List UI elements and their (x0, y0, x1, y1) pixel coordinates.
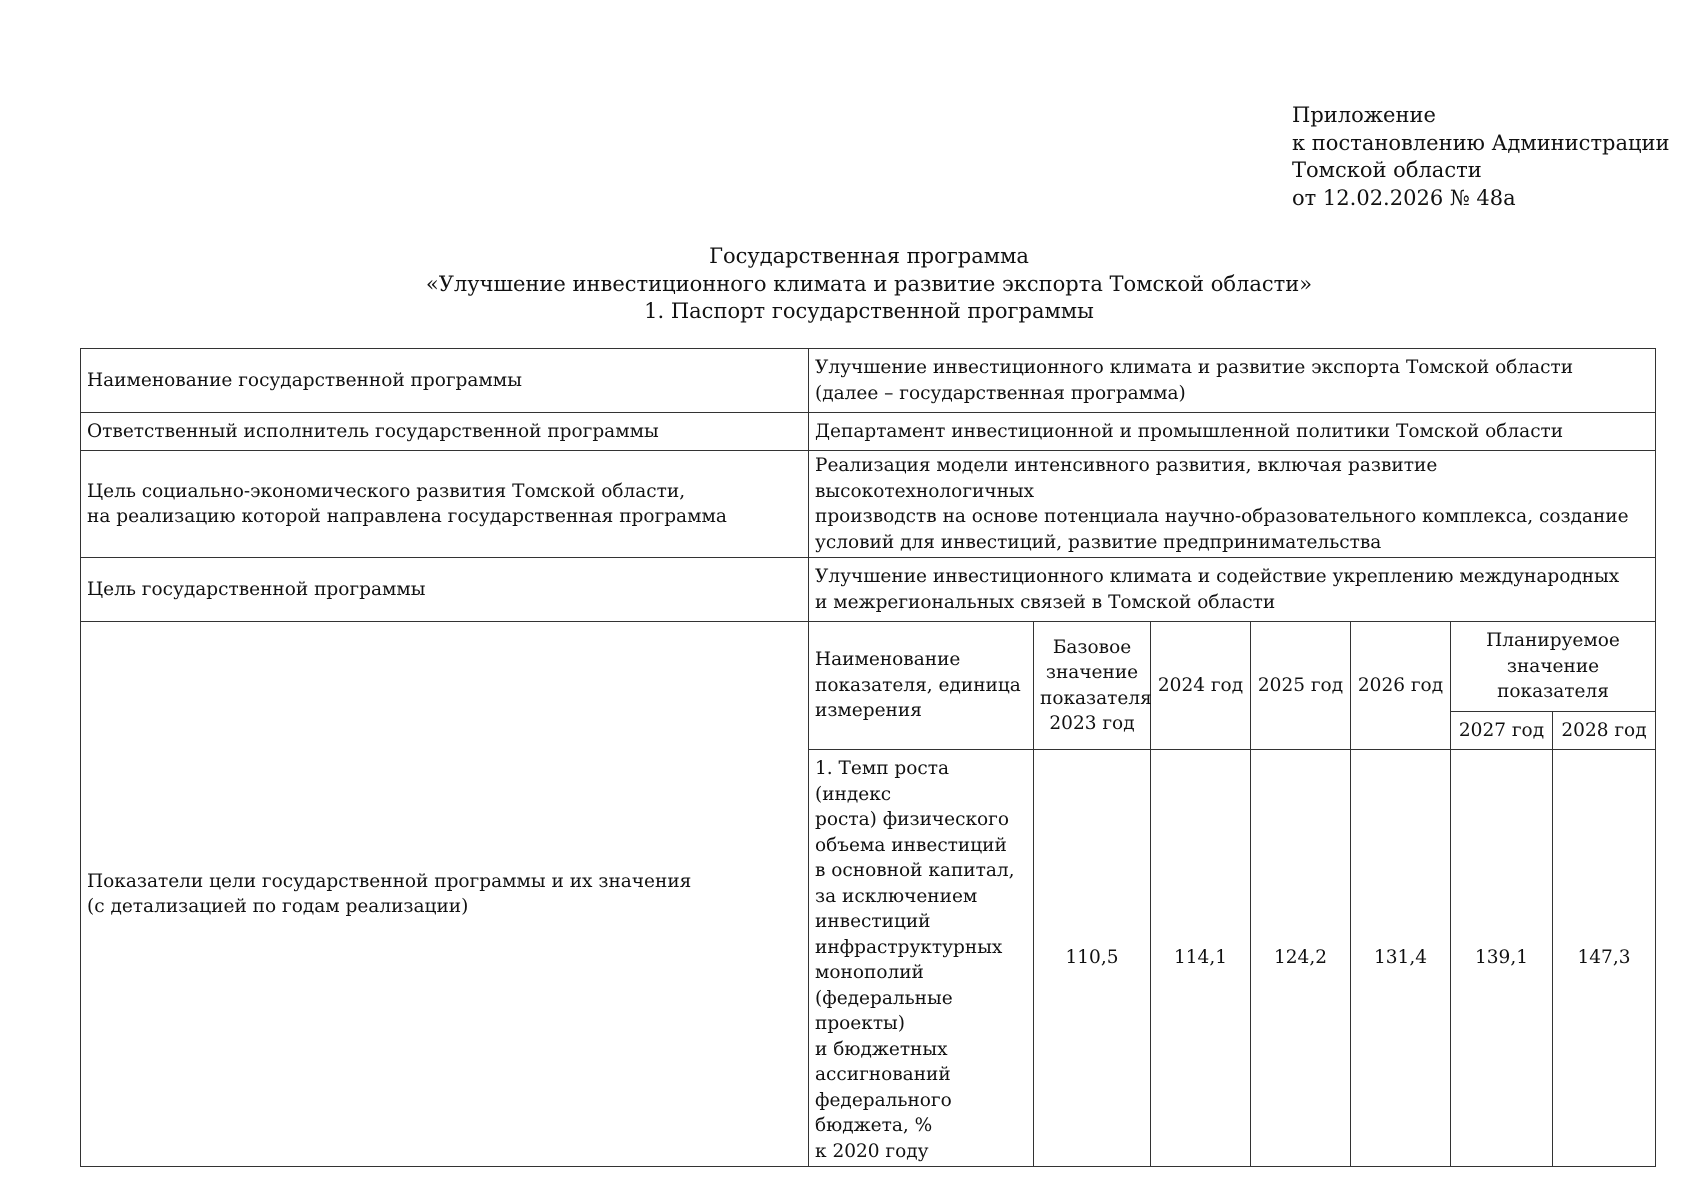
appendix-line: к постановлению Администрации (1292, 130, 1670, 155)
year-2024-header: 2024 год (1151, 622, 1251, 750)
indicator-name-line: роста) физического (815, 809, 1010, 830)
appendix-date-number: от 12.02.2026 № 48а (1292, 185, 1516, 210)
year-2027-header: 2027 год (1451, 712, 1553, 750)
row-label-line: Цель социально-экономического развития Томской области, (87, 480, 686, 502)
year-2025-header: 2025 год (1251, 622, 1351, 750)
row-value-line: и межрегиональных связей в Томской области (815, 591, 1276, 613)
row-value-line: (далее – государственная программа) (815, 382, 1186, 404)
program-title: «Улучшение инвестиционного климата и развитие экспорта Томской области» (425, 271, 1313, 296)
year-2028-header: 2028 год (1553, 712, 1656, 750)
appendix-block (1292, 102, 1670, 212)
indicator-name-line: и бюджетных (815, 1038, 948, 1060)
row-label: Наименование государственной программы (87, 369, 522, 391)
table-row (81, 558, 1656, 622)
row-label: Цель государственной программы (87, 578, 426, 600)
row-label-cell (81, 451, 809, 558)
header-line: значение (1506, 655, 1600, 677)
indicator-name-line: (федеральные (815, 987, 953, 1009)
document-heading (0, 243, 1698, 326)
appendix-line: Приложение (1292, 103, 1436, 127)
indicator-header-row (81, 622, 1656, 712)
year-2026-header: 2026 год (1351, 622, 1451, 750)
row-label-line: на реализацию которой направлена государственная программа (87, 506, 727, 527)
table-row (81, 451, 1656, 558)
header-line: показателя (1497, 681, 1609, 703)
appendix-line: Томской области (1292, 158, 1482, 182)
row-value-line: Улучшение инвестиционного климата и развитие экспорта Томской области (815, 357, 1574, 378)
header-line: Базовое (1052, 636, 1132, 658)
indicator-name-line: 1. Темп роста (индекс (815, 758, 950, 805)
header-line: показателя (1040, 687, 1152, 709)
passport-table (80, 348, 1656, 1167)
row-label-cell (81, 349, 809, 413)
base-2023-value: 110,5 (1034, 750, 1151, 1167)
row-label: Ответственный исполнитель государственной программы (87, 420, 659, 442)
value-2024: 114,1 (1151, 750, 1251, 1167)
indicator-name-line: за исключением (815, 885, 978, 907)
row-label-cell (81, 622, 809, 1167)
row-label-line: (с детализацией по годам реализации) (87, 896, 469, 917)
indicator-name-line: ассигнований (815, 1064, 951, 1085)
row-value-line: Улучшение инвестиционного климата и содействие укреплению международных (815, 566, 1620, 587)
heading-line: Государственная программа (709, 244, 1029, 268)
value-2027: 139,1 (1451, 750, 1553, 1167)
indicator-name-line: объема инвестиций (815, 834, 1007, 856)
row-value-line: условий для инвестиций, развитие предпринимательства (815, 531, 1382, 553)
base-value-header (1034, 622, 1151, 750)
row-label-cell (81, 413, 809, 451)
indicator-name-line: к 2020 году (815, 1140, 929, 1162)
indicator-name-header (809, 622, 1034, 750)
row-value-cell (809, 558, 1656, 622)
row-value-line: Реализация модели интенсивного развития, включая развитие высокотехнологичных (815, 455, 1438, 502)
header-line: Наименование (815, 649, 961, 671)
header-line: измерения (815, 700, 922, 722)
planned-value-header (1451, 622, 1656, 712)
table-row (81, 413, 1656, 451)
indicator-name-line: монополий (815, 962, 924, 983)
header-line: 2023 год (1049, 713, 1135, 734)
row-value: Департамент инвестиционной и промышленной политики Томской области (815, 420, 1564, 442)
row-value-cell (809, 413, 1656, 451)
value-2025: 124,2 (1251, 750, 1351, 1167)
indicator-name-line: бюджета, % (815, 1115, 933, 1136)
row-value-line: производств на основе потенциала научно-образовательного комплекса, создание (815, 506, 1629, 527)
indicator-name-line: инфраструктурных (815, 936, 1003, 958)
section-title: 1. Паспорт государственной программы (644, 299, 1094, 323)
indicator-name-cell (809, 750, 1034, 1167)
row-value-cell (809, 451, 1656, 558)
indicator-name-line: инвестиций (815, 911, 931, 932)
header-line: показателя, единица (815, 674, 1021, 696)
indicator-name-line: проекты) (815, 1013, 905, 1034)
header-line: значение (1045, 662, 1139, 683)
indicator-name-line: федерального (815, 1089, 952, 1111)
row-value-cell (809, 349, 1656, 413)
row-label-cell (81, 558, 809, 622)
header-line: Планируемое (1486, 630, 1620, 652)
table-row (81, 349, 1656, 413)
value-2028: 147,3 (1553, 750, 1656, 1167)
row-label-line: Показатели цели государственной программы и их значения (87, 870, 692, 892)
value-2026: 131,4 (1351, 750, 1451, 1167)
indicator-name-line: в основной капитал, (815, 860, 1015, 881)
